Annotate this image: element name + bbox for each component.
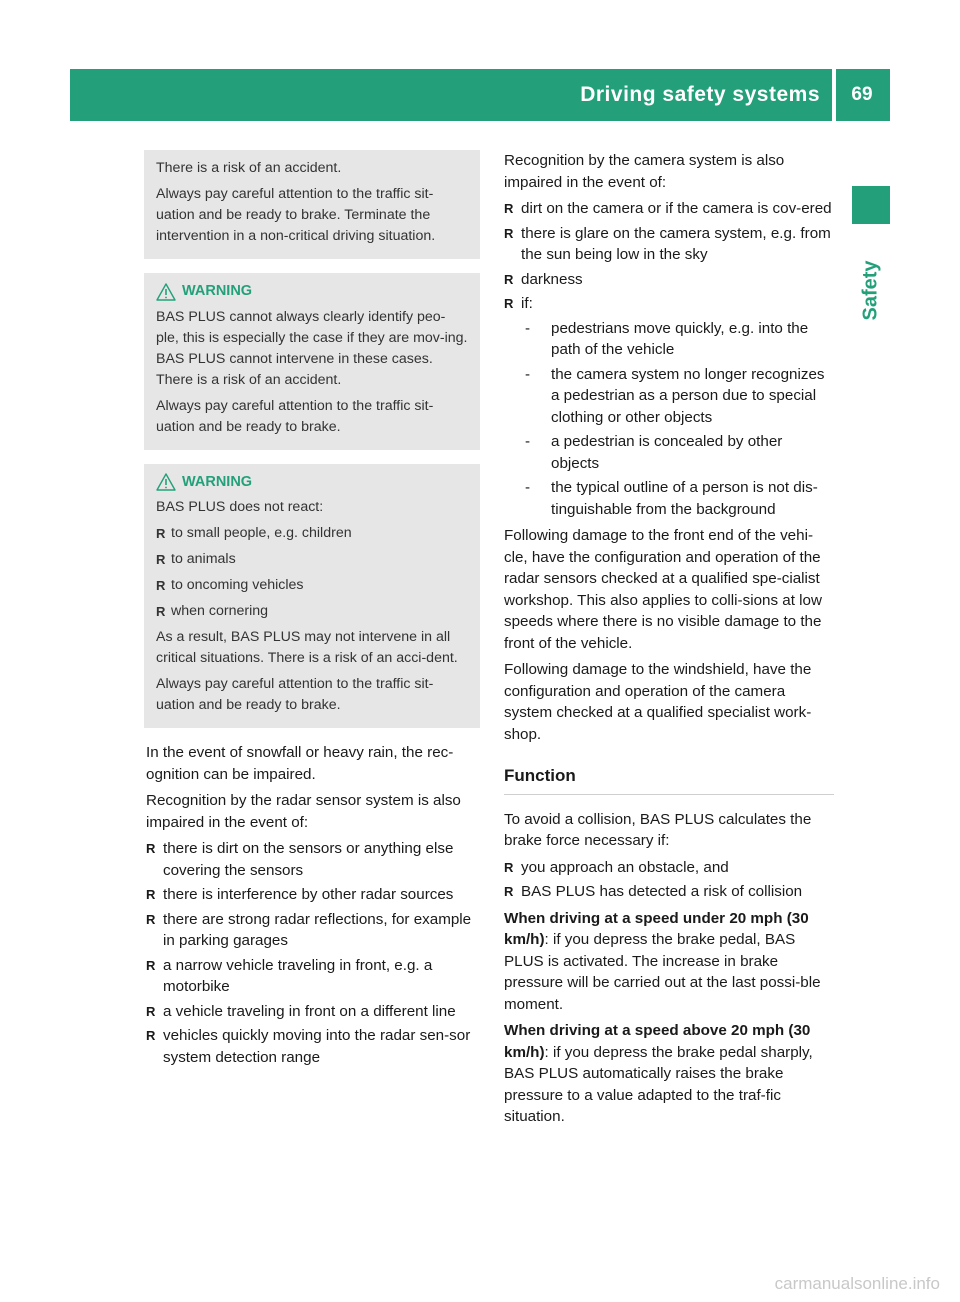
list-item: R when cornering xyxy=(156,603,269,619)
section-divider xyxy=(504,794,834,795)
warning-text: Always pay careful attention to the traffic sit-uation and be ready to brake. xyxy=(156,397,434,435)
left-column xyxy=(146,150,480,1068)
body-paragraph: Recognition by the camera system is also impaired in the event of: xyxy=(504,152,785,191)
sub-list-item: - the camera system no longer recognizes a pedestrian as a person due to special clothing or other objects xyxy=(525,365,825,426)
radar-list xyxy=(146,838,480,1068)
header-title: Driving safety systems xyxy=(580,83,820,106)
list-item: R there is glare on the camera system, e.g. from the sun being low in the sky xyxy=(504,224,831,263)
sub-list xyxy=(521,318,834,521)
warning-text: BAS PLUS cannot always clearly identify peo-ple, this is especially the case if they are mov-ing. BAS PLUS cannot intervene in these cases. There is a risk of an accident. xyxy=(156,308,468,388)
warning-box xyxy=(144,273,480,450)
warning-text: Always pay careful attention to the traffic sit-uation and be ready to brake. xyxy=(156,676,434,713)
body-paragraph: Following damage to the front end of the vehi-cle, have the configuration and operation of the radar sensors checked at a qualified spe-cialist workshop. This also applies to colli-sions at low speeds where there is no visible damage to the front of the vehicle. xyxy=(504,527,822,652)
list-item: R you approach an obstacle, and xyxy=(504,858,729,876)
header-divider xyxy=(832,69,836,121)
side-tab-marker xyxy=(852,186,890,224)
speed-under-heading: When driving at a speed under 20 mph (30 km/h) xyxy=(504,909,809,948)
side-tab xyxy=(852,240,890,340)
side-tab-label: Safety xyxy=(859,259,882,321)
body-paragraph: To avoid a collision, BAS PLUS calculates the brake force necessary if: xyxy=(504,810,812,849)
sub-list-item: - the typical outline of a person is not dis-tinguishable from the background xyxy=(525,479,818,518)
body-paragraph: In the event of snowfall or heavy rain, the rec-ognition can be impaired. xyxy=(146,744,454,783)
speed-above-paragraph xyxy=(504,1020,834,1128)
header-bar xyxy=(70,69,890,121)
notice-box xyxy=(144,150,480,259)
speed-above-heading: When driving at a speed above 20 mph (30 km/h) xyxy=(504,1022,811,1061)
sub-list-item: - pedestrians move quickly, e.g. into the path of the vehicle xyxy=(525,319,809,358)
page-number: 69 xyxy=(851,84,873,105)
speed-under-text: : if you depress the brake pedal, BAS PLUS is activated. The increase in brake pressure will be carried out at the last possi-ble moment. xyxy=(504,931,821,1013)
warning-text: BAS PLUS does not react: xyxy=(156,499,324,515)
list-item: R there are strong radar reflections, for example in parking garages xyxy=(146,910,472,949)
speed-above-text: : if you depress the brake pedal sharply, BAS PLUS automatically raises the brake pressure to a value adapted to the traf-fic situation. xyxy=(504,1043,813,1125)
list-item: R there is interference by other radar sources xyxy=(146,886,454,903)
warning-header xyxy=(156,281,468,303)
list-item: R darkness xyxy=(504,270,583,288)
list-item: R a narrow vehicle traveling in front, e.g. a motorbike xyxy=(146,956,433,995)
list-item: R if: - pedestrians move quickly, e.g. into the path of the vehicle - the camera system no longer recognizes a pedestrian as a person due to special clothing or other objects - a pedestrian is concealed by other objects - the typical outline of a person is not dis-tinguishable from the background xyxy=(504,293,834,520)
list-item: R dirt on the camera or if the camera is cov-ered xyxy=(504,200,832,217)
warning-text: As a result, BAS PLUS may not intervene in all critical situations. There is a risk of an acci-dent. xyxy=(156,629,458,666)
list-item: R there is dirt on the sensors or anything else covering the sensors xyxy=(146,840,454,879)
list-item: R BAS PLUS has detected a risk of collision xyxy=(504,883,803,900)
body-paragraph: Recognition by the radar sensor system is also impaired in the event of: xyxy=(146,792,461,831)
list-item: R to oncoming vehicles xyxy=(156,577,304,593)
warning-triangle-icon xyxy=(156,473,176,491)
speed-under-paragraph xyxy=(504,908,834,1016)
body-paragraph: Following damage to the windshield, have the configuration and operation of the camera system checked at a qualified specialist work-shop. xyxy=(504,661,812,743)
warning-title: WARNING xyxy=(182,473,253,490)
warning-list xyxy=(156,523,468,622)
section-title: Function xyxy=(504,766,576,785)
notice-text: Always pay careful attention to the traffic sit-uation and be ready to brake. Terminate the intervention in a non-critical driving situation. xyxy=(156,186,436,244)
watermark: carmanualsonline.info xyxy=(774,1274,940,1293)
list-item: R a vehicle traveling in front on a different line xyxy=(146,1002,456,1020)
warning-header xyxy=(156,472,468,494)
function-list xyxy=(504,857,834,903)
camera-list xyxy=(504,198,834,520)
right-column xyxy=(504,150,834,1128)
warning-box xyxy=(144,464,480,729)
list-item: R to small people, e.g. children xyxy=(156,525,352,541)
warning-triangle-icon xyxy=(156,283,176,301)
notice-text: There is a risk of an accident. xyxy=(156,160,342,176)
list-item: R vehicles quickly moving into the radar sen-sor system detection range xyxy=(146,1027,471,1066)
sub-list-item: - a pedestrian is concealed by other objects xyxy=(525,433,783,472)
list-item: R to animals xyxy=(156,551,236,567)
warning-title: WARNING xyxy=(182,283,253,299)
